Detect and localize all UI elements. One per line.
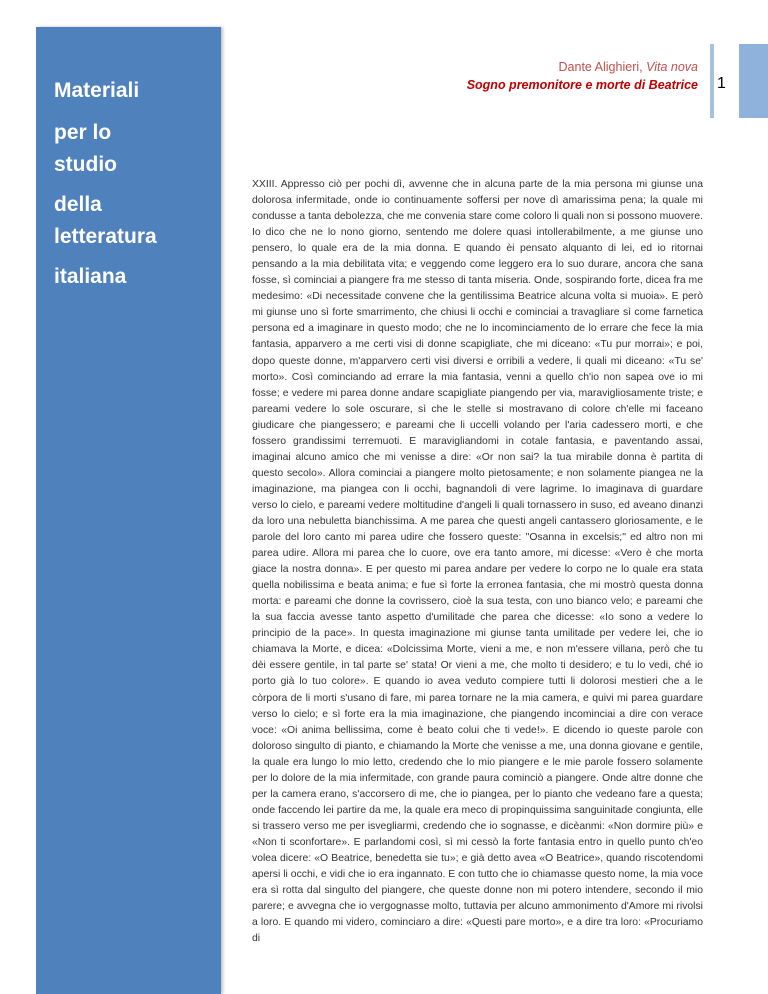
page-tab [739, 44, 768, 118]
page-number: 1 [717, 75, 726, 92]
sidebar-title-line: della [54, 193, 102, 216]
author-name: Dante Alighieri, [558, 60, 647, 74]
sidebar-title-line: italiana [54, 265, 127, 288]
sidebar-title-line: per lo [54, 121, 112, 144]
work-title: Vita nova [646, 60, 698, 74]
sidebar-title-line: Materiali [54, 79, 140, 102]
sidebar-title-line: letteratura [54, 225, 157, 248]
sidebar-title-line: studio [54, 153, 117, 176]
page-divider [710, 44, 714, 118]
body-text: XXIII. Appresso ciò per pochi dì, avvenne che in alcuna parte de la mia persona mi giunse una dolorosa infermitade, onde io continuamente soffersi per nove dì amarissima pena; la quale mi condusse a tanta debolezza, che me convenia stare come coloro li quali non si possono muovere. Io dico che ne lo nono giorno, sentendo me dolere quasi intollerabilmente, a me giunse uno pensero, lo quale era de la mia donna. E quando èi pensato alquanto di lei, ed io ritornai pensando a la mia debilitata vita; e veggendo come leggero era lo suo durare, ancora che sana fosse, sì cominciai a piangere fra me stesso di tanta miseria. Onde, sospirando forte, dicea fra me medesimo: «Di necessitade convene che la gentilissima Beatrice alcuna volta si muoia». E però mi giunse uno sì forte smarrimento, che chiusi li occhi e cominciai a travagliare sì come farnetica persona ed a imaginare in questo modo; che ne lo incominciamento de lo errare che fece la mia fantasia, apparvero a me certi visi di donne scapigliate, che mi diceano: «Tu pur morrai»; e poi, dopo queste donne, m'apparvero certi visi diversi e orribili a vedere, li quali mi diceano: «Tu se' morto». Così cominciando ad errare la mia fantasia, venni a quello ch'io non sapea ove io mi fosse; e vedere mi parea donne andare scapigliate piangendo per via, maravigliosamente triste; e pareami vedere lo sole oscurare, sì che le stelle si mostravano di colore ch'elle mi faceano giudicare che piangessero; e pareami che li uccelli volando per l'aria cadessero morti, e che fossero grandissimi terremuoti. E maravigliandomi in cotale fantasia, e paventando assai, imaginai alcuno amico che mi venisse a dire: «Or non sai? la tua mirabile donna è partita di questo secolo». Allora cominciai a piangere molto pietosamente; e non solamente piangea ne la imaginazione, ma piangea con li occhi, bagnandoli di vere lagrime. Io imaginava di guardare verso lo cielo, e pareami vedere moltitudine d'angeli li quali tornassero in suso, ed aveano dinanzi da loro una nebuletta bianchissima. A me parea che questi angeli cantassero gloriosamente, e le parole del loro canto mi parea udire che fossero queste: "Osanna in excelsis;" ed altro non mi parea udire. Allora mi parea che lo cuore, ove era tanto amore, mi dicesse: «Vero è che morta giace la nostra donna». E per questo mi parea andare per vedere lo corpo ne lo quale era stata quella nobilissima e beata anima; e fue sì forte la erronea fantasia, che mi mostrò questa donna morta: e pareami che donne la covrissero, cioè la sua testa, con uno bianco velo; e pareami che la sua faccia avesse tanto aspetto d'umilitade che parea che dicesse: «Io sono a vedere lo principio de la pace». In questa imaginazione mi giunse tanta umilitade per vedere lei, che io chiamava la Morte, e dicea: «Dolcissima Morte, vieni a me, e non m'essere villana, però che tu dèi essere gentile, in tal parte se' stata! Or vieni a me, che molto ti desidero; e tu lo vedi, ché io porto già lo tuo colore». E quando io avea veduto compiere tutti li dolorosi mestieri che a le còrpora de li morti s'usano di fare, mi parea tornare ne la mia camera, e quivi mi parea guardare verso lo cielo; e sì forte era la mia imaginazione, che piangendo incominciai a dire con verace voce: «Oi anima bellissima, come è beato colui che ti vede!». E dicendo io queste parole con doloroso singulto di pianto, e chiamando la Morte che venisse a me, una donna giovane e gentile, la quale era lungo lo mio letto, credendo che lo mio piangere e le mie parole fossero solamente per lo dolore de la mia infermitade, con grande paura cominciò a piangere. Onde altre donne che per la camera erano, s'accorsero di me, che io piangea, per lo pianto che vedeano fare a questa; onde faccendo lei partire da me, la quale era meco di propinquissima sanguinitade congiunta, elle si trassero verso me per isvegliarmi, credendo che io sognasse, e dicèanmi: «Non dormire più» e «Non ti sconfortare». E parlandomi così, sì mi cessò la forte fantasia entro in quello punto ch'eo volea dicere: «O Beatrice, benedetta sie tu»; e già detto avea «O Beatrice», quando riscotendomi apersi li occhi, e vidi che io era ingannato. E con tutto che io chiamasse questo nome, la mia voce era sì rotta dal singulto del piangere, che queste donne non mi potero intendere, secondo il mio parere; e avvegna che io vergognasse molto, tuttavia per alcuno ammonimento d'Amore mi rivolsi a loro. E quando mi videro, cominciaro a dire: «Questi pare morto», e a dire tra loro: «Procuriamo di [252, 179, 703, 945]
header-subtitle: Sogno premonitore e morte di Beatrice [466, 78, 698, 92]
sidebar-title [54, 75, 214, 293]
page-header [467, 58, 698, 94]
header-author [467, 58, 698, 76]
sidebar-panel [36, 27, 221, 994]
